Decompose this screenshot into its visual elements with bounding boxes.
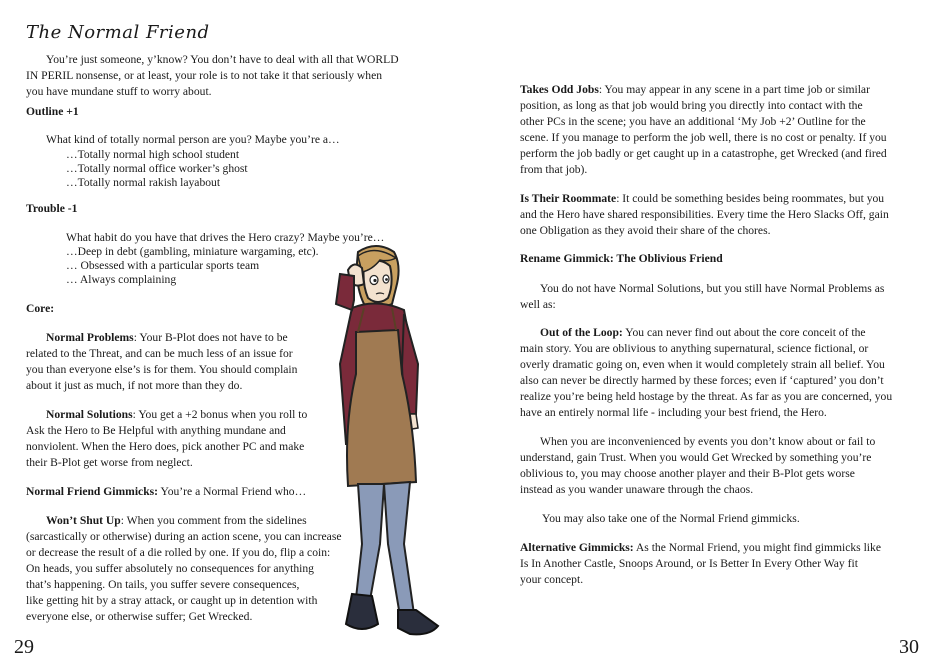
- gimmicks-text: You’re a Normal Friend who…: [158, 485, 307, 498]
- page-number: 30: [899, 636, 919, 658]
- normal-solutions-label: Normal Solutions: [46, 408, 133, 421]
- wont-shut-up-line: that’s happening. On tails, you suffer severe consequences,: [26, 578, 300, 591]
- may-also-text: You may also take one of the Normal Friend gimmicks.: [542, 512, 800, 525]
- trouble-item: … Always complaining: [66, 273, 177, 286]
- normal-problems-line: you than everyone else’s is for them. You should complain: [26, 363, 298, 376]
- outline-item: …Totally normal office worker’s ghost: [66, 162, 248, 175]
- oblivious-intro-line: You do not have Normal Solutions, but you still have Normal Problems as: [540, 282, 885, 295]
- trouble-item: … Obsessed with a particular sports team: [66, 259, 260, 272]
- normal-problems-text: : Your B-Plot does not have to be: [133, 331, 288, 344]
- normal-friend-illustration: [318, 244, 440, 642]
- wont-shut-up-line: or decrease the result of a die rolled by one. If you do, flip a coin:: [26, 546, 331, 559]
- wont-shut-up-line: everyone else, or otherwise suffer; Get Wrecked.: [26, 610, 253, 623]
- roommate-line: and the Hero have shared responsibilities. Every time the Hero Slacks Off, gain: [520, 208, 889, 221]
- out-of-loop-label: Out of the Loop:: [540, 326, 623, 339]
- right-page: [467, 0, 935, 670]
- odd-jobs-line: position, as long as that job would bring you directly into contact with the: [520, 99, 863, 112]
- alt-gimmicks-line: your concept.: [520, 573, 584, 586]
- outline-item: …Totally normal high school student: [66, 148, 240, 161]
- outline-item: …Totally normal rakish layabout: [66, 176, 221, 189]
- odd-jobs-line: [520, 82, 870, 98]
- odd-jobs-text: : You may appear in any scene in a part time job or similar: [598, 83, 870, 96]
- odd-jobs-line: other PCs in the scene; you have an additional ‘My Job +2’ Outline for the: [520, 115, 866, 128]
- roommate-text: : It could be something besides being roommates, but you: [616, 192, 885, 205]
- inconvenienced-line: When you are inconvenienced by events you don’t know about or fail to: [540, 435, 876, 448]
- normal-solutions-line: their B-Plot get worse from neglect.: [26, 456, 193, 469]
- roommate-label: Is Their Roommate: [520, 192, 617, 205]
- wont-shut-up-line: (sarcastically or otherwise) during an action scene, you can increase: [26, 530, 342, 543]
- wont-shut-up-line: [46, 513, 307, 529]
- wont-shut-up-text: : When you comment from the sidelines: [120, 514, 307, 527]
- wont-shut-up-line: On heads, you suffer absolutely no consequences for anything: [26, 562, 314, 575]
- out-of-loop-text: You can never find out about the core conceit of the: [622, 326, 866, 339]
- wont-shut-up-line: like getting hit by a stray attack, or caught up in detention with: [26, 594, 318, 607]
- out-of-loop-line: realize you’re being held hostage by the threat. As far as you are concerned, you: [520, 390, 893, 403]
- core-heading: Core:: [26, 302, 55, 315]
- out-of-loop-line: main story. You are oblivious to anything supernatural, science fictional, or: [520, 342, 869, 355]
- intro-line: you have mundane stuff to worry about.: [26, 85, 212, 98]
- inconvenienced-line: instead as you wander unaware through the chaos.: [520, 483, 754, 496]
- normal-problems-line: about it just as much, if not more than they do.: [26, 379, 243, 392]
- inconvenienced-line: understand, gain Trust. When you would Get Wrecked by something you’re: [520, 451, 872, 464]
- alt-gimmicks-line: [520, 540, 881, 556]
- gimmicks-line: [26, 484, 306, 500]
- trouble-prompt: What habit do you have that drives the Hero crazy? Maybe you’re…: [66, 231, 385, 244]
- normal-problems-line: related to the Threat, and can be much less of an issue for: [26, 347, 293, 360]
- roommate-line: one Obligation as they avoid their share of the chores.: [520, 224, 771, 237]
- normal-solutions-line: [46, 407, 307, 423]
- alt-gimmicks-line: Is In Another Castle, Snoops Around, or Is Better In Every Other Way fit: [520, 557, 858, 570]
- page-title: The Normal Friend: [26, 22, 210, 43]
- normal-problems-label: Normal Problems: [46, 331, 134, 344]
- odd-jobs-line: from that job).: [520, 163, 588, 176]
- alt-gimmicks-label: Alternative Gimmicks:: [520, 541, 634, 554]
- out-of-loop-line: overly dramatic going on, even when it would completely strain all belief. You: [520, 358, 885, 371]
- out-of-loop-line: also can never be directly harmed by these forces; even if ‘captured’ you don’t: [520, 374, 884, 387]
- page-number: 29: [14, 636, 34, 658]
- intro-line: You’re just someone, y’know? You don’t have to deal with all that WORLD: [46, 53, 399, 66]
- wont-shut-up-label: Won’t Shut Up: [46, 514, 121, 527]
- gimmicks-label: Normal Friend Gimmicks:: [26, 485, 159, 498]
- trouble-item: …Deep in debt (gambling, miniature wargaming, etc).: [66, 245, 319, 258]
- out-of-loop-line: [540, 325, 866, 341]
- odd-jobs-line: scene. If you manage to perform the job well, there is no cost or penalty. If you: [520, 131, 887, 144]
- alt-gimmicks-text: As the Normal Friend, you might find gimmicks like: [633, 541, 881, 554]
- normal-problems-line: [46, 330, 288, 346]
- oblivious-intro-line: well as:: [520, 298, 556, 311]
- normal-solutions-line: nonviolent. When the Hero does, pick another PC and make: [26, 440, 305, 453]
- outline-prompt: What kind of totally normal person are you? Maybe you’re a…: [46, 133, 340, 146]
- out-of-loop-line: have an entirely normal life - including your best friend, the Hero.: [520, 406, 827, 419]
- roommate-line: [520, 191, 884, 207]
- normal-solutions-line: Ask the Hero to Be Helpful with anything mundane and: [26, 424, 286, 437]
- intro-line: IN PERIL nonsense, or at least, your role is to not take it that seriously when: [26, 69, 383, 82]
- odd-jobs-line: perform the job badly or get caught up in a catastrophe, get Wrecked (and fired: [520, 147, 887, 160]
- trouble-heading: Trouble -1: [26, 202, 78, 215]
- left-page: [0, 0, 467, 670]
- inconvenienced-line: oblivious to, you may choose another player and their B-Plot gets worse: [520, 467, 855, 480]
- normal-solutions-text: : You get a +2 bonus when you roll to: [132, 408, 308, 421]
- odd-jobs-label: Takes Odd Jobs: [520, 83, 599, 96]
- outline-heading: Outline +1: [26, 105, 79, 118]
- rename-heading: Rename Gimmick: The Oblivious Friend: [520, 252, 723, 265]
